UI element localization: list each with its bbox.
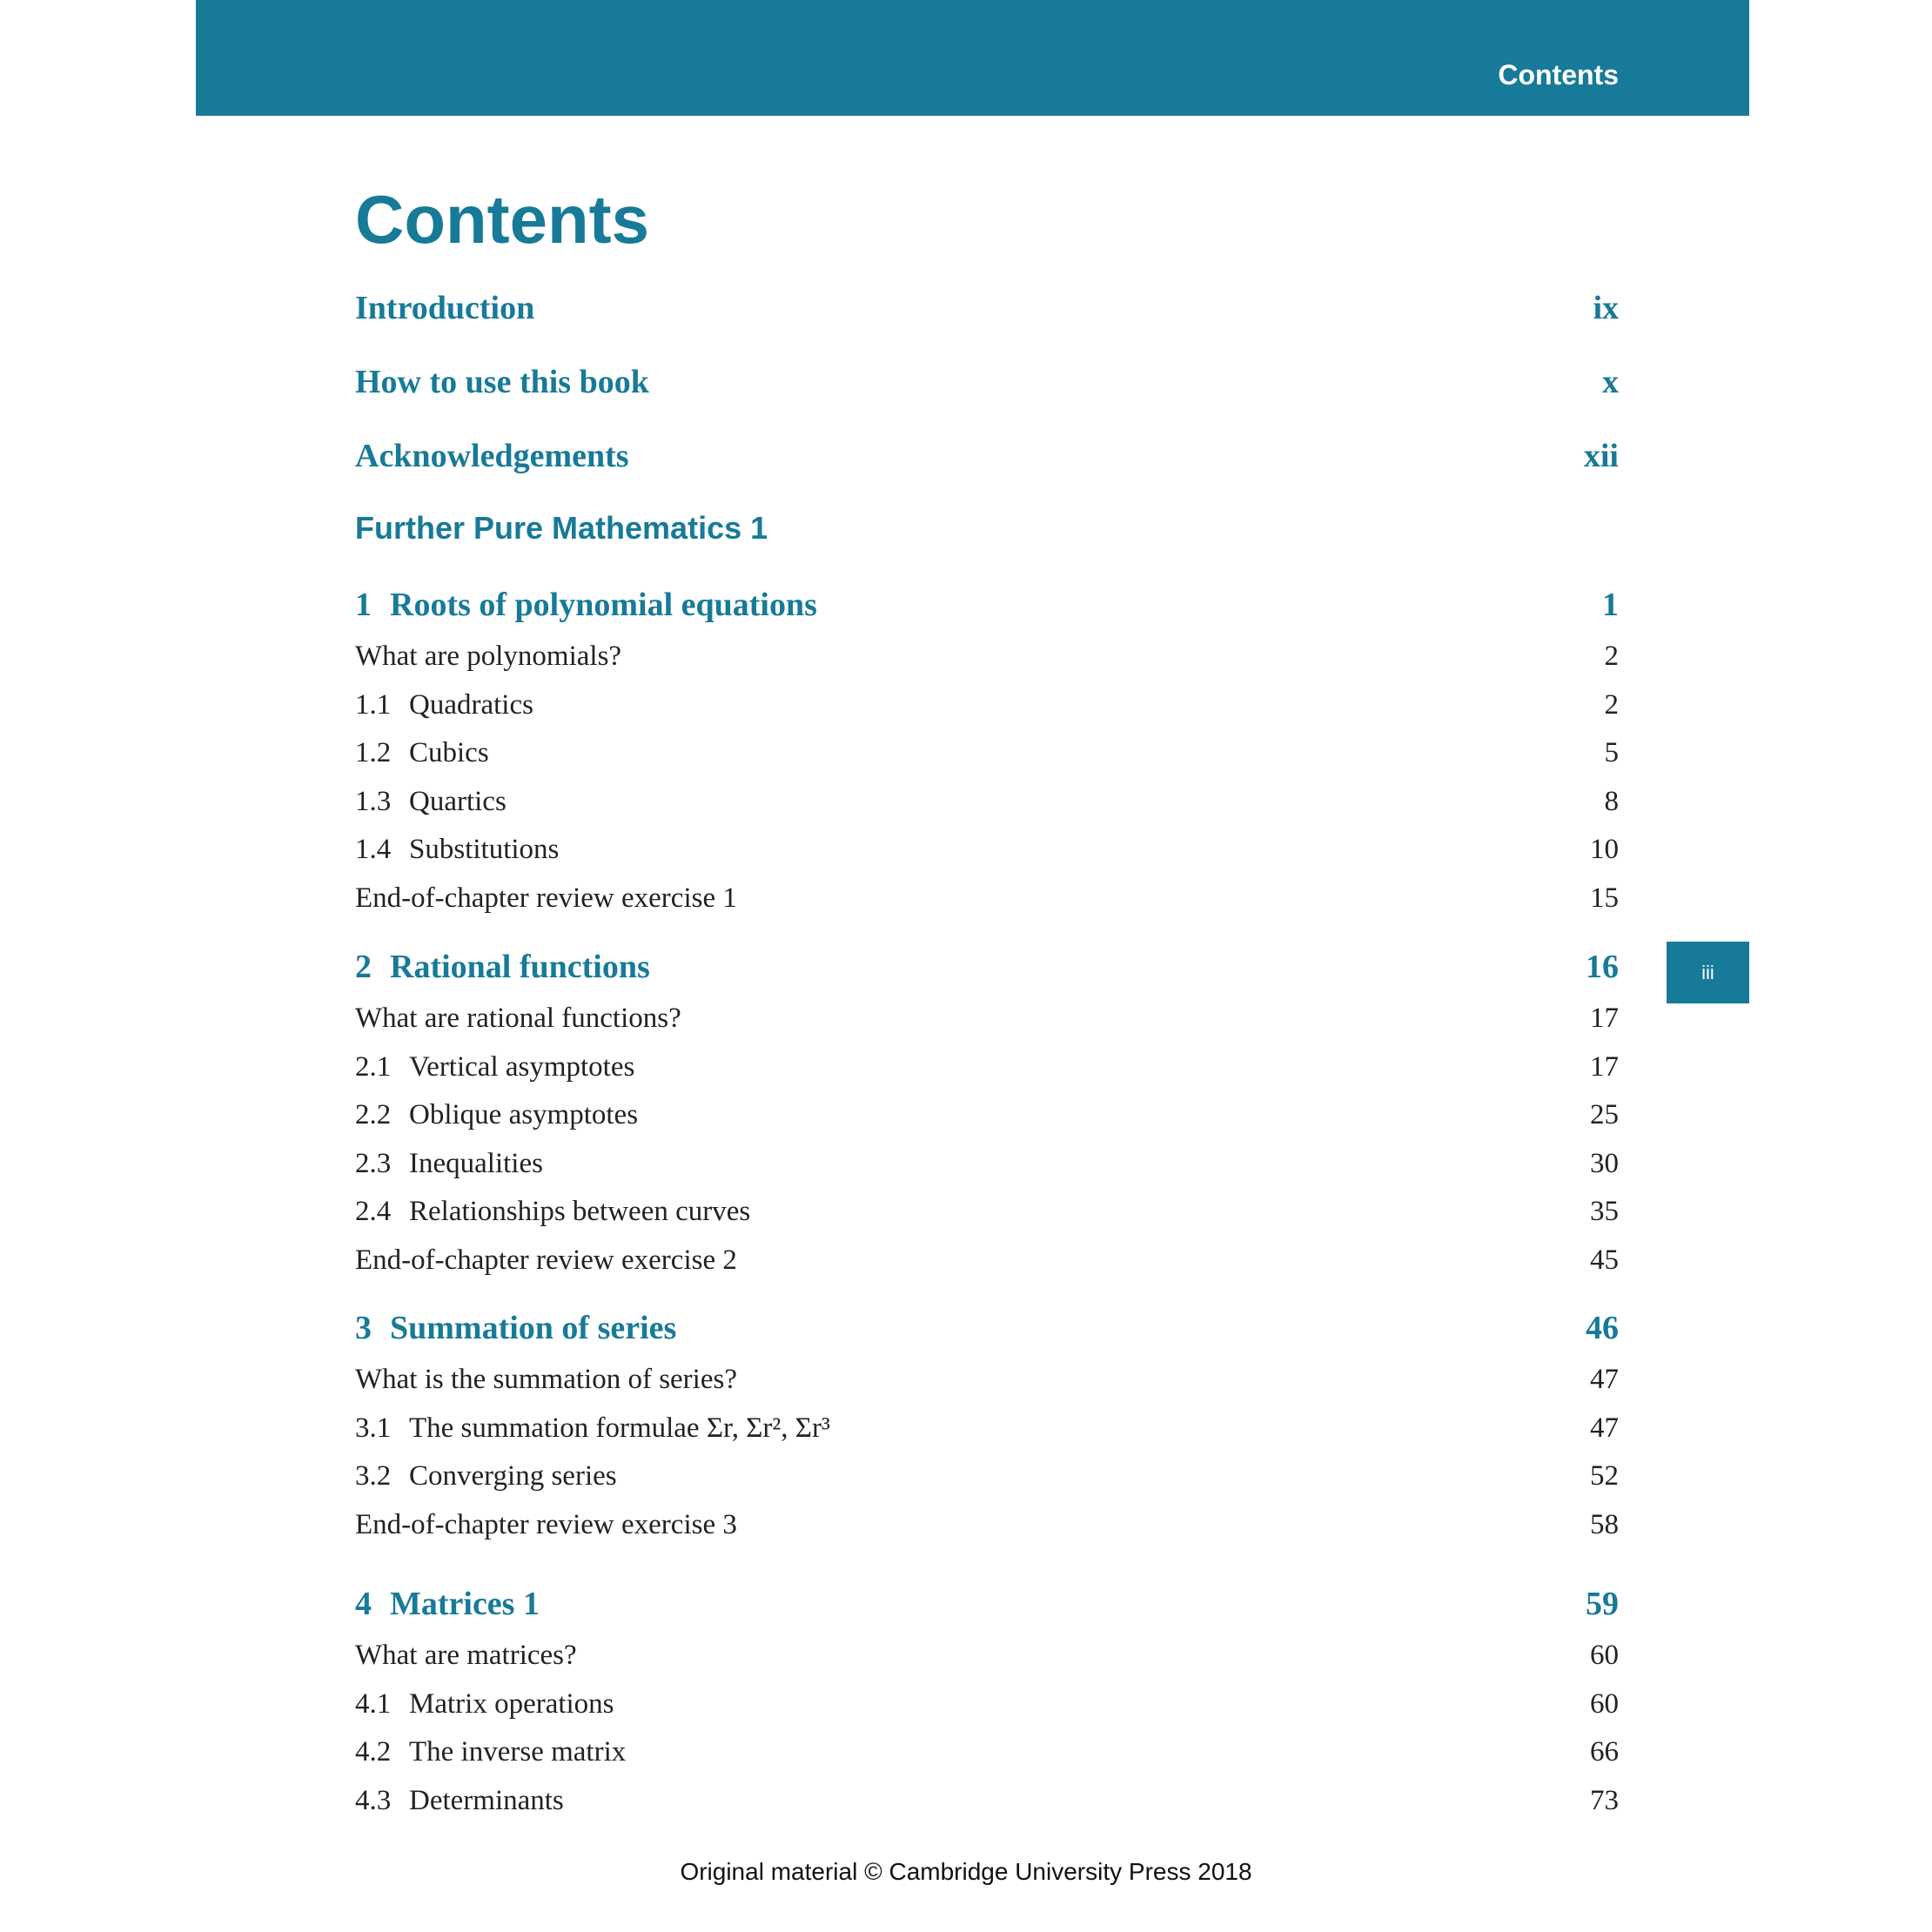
toc-entry-page: 10 — [1590, 834, 1619, 865]
toc-entry — [355, 1148, 1619, 1180]
toc-entry-title — [355, 1640, 577, 1672]
toc-entry-title — [355, 1412, 830, 1445]
chapter-heading-number: 2 — [355, 949, 372, 985]
chapter-heading — [355, 1309, 1619, 1347]
front-matter-item-title — [355, 437, 629, 475]
chapter-heading — [355, 586, 1619, 624]
chapter-heading-label: Summation of series — [390, 1310, 677, 1346]
toc-entry-page: 17 — [1590, 1003, 1619, 1034]
front-matter-item-label: Introduction — [355, 290, 535, 326]
chapter-heading — [355, 1585, 1619, 1623]
toc-entry — [355, 834, 1619, 866]
toc-entry-label: The inverse matrix — [409, 1736, 627, 1768]
toc-entry — [355, 641, 1619, 673]
toc-entry — [355, 1244, 1619, 1277]
toc-entry-title — [355, 786, 506, 818]
header-label: Contents — [1498, 59, 1619, 91]
toc-entry — [355, 1640, 1619, 1672]
toc-entry-title — [355, 882, 737, 915]
chapter-heading-title — [355, 1309, 676, 1347]
toc-entry-label: Relationships between curves — [409, 1196, 751, 1227]
toc-entry — [355, 1509, 1619, 1541]
toc-entry — [355, 1364, 1619, 1396]
toc-entry-number: 3.2 — [355, 1460, 392, 1492]
toc-entry-label: Oblique asymptotes — [409, 1099, 639, 1130]
toc-entry-page: 25 — [1590, 1099, 1619, 1130]
toc-entry-page: 60 — [1590, 1687, 1619, 1720]
copyright-footer: Original material © Cambridge University Press 2018 — [680, 1858, 1252, 1885]
front-matter-item-label: How to use this book — [355, 364, 649, 400]
toc-entry-label: The summation formulae Σr, Σr², Σr³ — [409, 1412, 830, 1444]
toc-entry-title — [355, 1785, 564, 1817]
toc-entry-page: 30 — [1590, 1147, 1619, 1179]
chapter-heading-page: 59 — [1586, 1586, 1619, 1622]
toc-entry-number: 1.4 — [355, 834, 392, 865]
front-matter-item-title — [355, 363, 649, 401]
toc-entry-label: Vertical asymptotes — [409, 1050, 635, 1083]
toc-entry — [355, 882, 1619, 915]
front-matter-item-page: x — [1602, 364, 1619, 400]
toc-entry — [355, 1785, 1619, 1817]
toc-entry-title — [355, 1003, 681, 1035]
toc-entry-page: 2 — [1604, 688, 1619, 721]
toc-entry-title — [355, 1196, 750, 1228]
toc-entry — [355, 786, 1619, 818]
toc-entry-page: 45 — [1590, 1244, 1619, 1276]
toc-entry-label: What are matrices? — [355, 1640, 577, 1671]
toc-entry-label: Substitutions — [409, 834, 560, 865]
page-title: Contents — [355, 181, 649, 258]
toc-entry-label: Inequalities — [409, 1147, 543, 1179]
part-heading — [355, 510, 1619, 547]
toc-entry-label: What is the summation of series? — [355, 1364, 737, 1395]
toc-entry-label: Cubics — [409, 737, 489, 768]
part-heading-title — [355, 510, 768, 547]
toc-entry-page: 47 — [1590, 1364, 1619, 1395]
toc-entry-page: 5 — [1604, 737, 1619, 768]
chapter-heading-title — [355, 948, 650, 986]
toc-entry-label: Matrix operations — [409, 1687, 614, 1720]
chapter-heading-label: Roots of polynomial equations — [390, 587, 817, 623]
toc-entry-title — [355, 834, 559, 866]
toc-entry-title — [355, 1051, 634, 1083]
toc-entry-title — [355, 689, 533, 721]
toc-entry-label: Quartics — [409, 785, 506, 817]
toc-entry-title — [355, 641, 621, 673]
toc-entry — [355, 1460, 1619, 1493]
chapter-heading-label: Matrices 1 — [390, 1586, 540, 1622]
toc-entry-page: 73 — [1590, 1784, 1619, 1816]
toc-entry — [355, 1099, 1619, 1131]
toc-entry — [355, 1736, 1619, 1768]
header-bar — [196, 0, 1749, 116]
toc-entry-number: 3.1 — [355, 1412, 392, 1444]
toc-entry-title — [355, 1148, 543, 1180]
toc-entry-page: 35 — [1590, 1196, 1619, 1227]
toc-entry-label: End-of-chapter review exercise 2 — [355, 1244, 737, 1276]
toc-entry — [355, 1003, 1619, 1035]
toc-entry-page: 8 — [1604, 785, 1619, 817]
chapter-heading-page: 16 — [1586, 949, 1619, 985]
toc-entry-number: 2.4 — [355, 1196, 392, 1227]
toc-entry — [355, 737, 1619, 769]
toc-entry — [355, 689, 1619, 721]
toc-entry-title — [355, 1244, 737, 1277]
front-matter-item — [355, 289, 1619, 327]
front-matter-item-label: Acknowledgements — [355, 438, 629, 474]
chapter-heading-page: 46 — [1586, 1310, 1619, 1346]
front-matter-item-title — [355, 289, 534, 327]
toc-entry-title — [355, 1688, 614, 1721]
toc-entry-label: What are polynomials? — [355, 641, 622, 672]
toc-entry-page: 58 — [1590, 1508, 1619, 1540]
toc-entry-page: 47 — [1590, 1412, 1619, 1444]
toc-entry-number: 2.2 — [355, 1099, 392, 1130]
toc-entry-page: 15 — [1590, 882, 1619, 914]
part-heading-label: Further Pure Mathematics 1 — [355, 510, 768, 546]
toc-entry-label: Determinants — [409, 1784, 564, 1816]
toc-entry-number: 2.3 — [355, 1147, 392, 1179]
toc-entry-page: 60 — [1590, 1640, 1619, 1671]
chapter-heading — [355, 948, 1619, 986]
chapter-heading-title — [355, 1585, 540, 1623]
chapter-heading-label: Rational functions — [390, 949, 650, 985]
chapter-heading-number: 4 — [355, 1586, 372, 1622]
chapter-heading-number: 1 — [355, 587, 372, 623]
toc-entry-number: 1.2 — [355, 737, 392, 768]
toc-entry-title — [355, 737, 489, 769]
toc-entry-page: 52 — [1590, 1460, 1619, 1492]
toc-entry-title — [355, 1736, 626, 1768]
toc-entry-number: 1.1 — [355, 688, 392, 721]
front-matter-item — [355, 363, 1619, 401]
front-matter-item — [355, 437, 1619, 475]
front-matter-item-page: ix — [1593, 290, 1619, 326]
toc-entry-page: 66 — [1590, 1736, 1619, 1768]
toc-entry-title — [355, 1364, 737, 1396]
toc-entry-page: 17 — [1590, 1050, 1619, 1083]
toc-entry-label: What are rational functions? — [355, 1003, 681, 1034]
toc-entry — [355, 1412, 1619, 1445]
toc-entry-label: End-of-chapter review exercise 3 — [355, 1508, 737, 1540]
front-matter-item-page: xii — [1583, 438, 1619, 474]
toc-entry-label: Converging series — [409, 1460, 617, 1492]
toc-entry-page: 2 — [1604, 641, 1619, 672]
toc-entry-title — [355, 1099, 638, 1131]
toc-entry — [355, 1051, 1619, 1083]
page-number-tab: iii — [1667, 942, 1749, 1003]
toc-entry-number: 4.1 — [355, 1687, 392, 1720]
toc-entry-label: Quadratics — [409, 688, 533, 721]
toc-entry — [355, 1196, 1619, 1228]
toc-entry-label: End-of-chapter review exercise 1 — [355, 882, 737, 914]
toc-entry-title — [355, 1509, 737, 1541]
toc-entry-title — [355, 1460, 617, 1493]
toc-entry-number: 4.2 — [355, 1736, 392, 1768]
toc-entry — [355, 1688, 1619, 1721]
toc-entry-number: 2.1 — [355, 1050, 392, 1083]
toc-entry-number: 4.3 — [355, 1784, 392, 1816]
toc-entry-number: 1.3 — [355, 785, 392, 817]
chapter-heading-title — [355, 586, 817, 624]
chapter-heading-page: 1 — [1602, 587, 1619, 623]
chapter-heading-number: 3 — [355, 1310, 372, 1346]
